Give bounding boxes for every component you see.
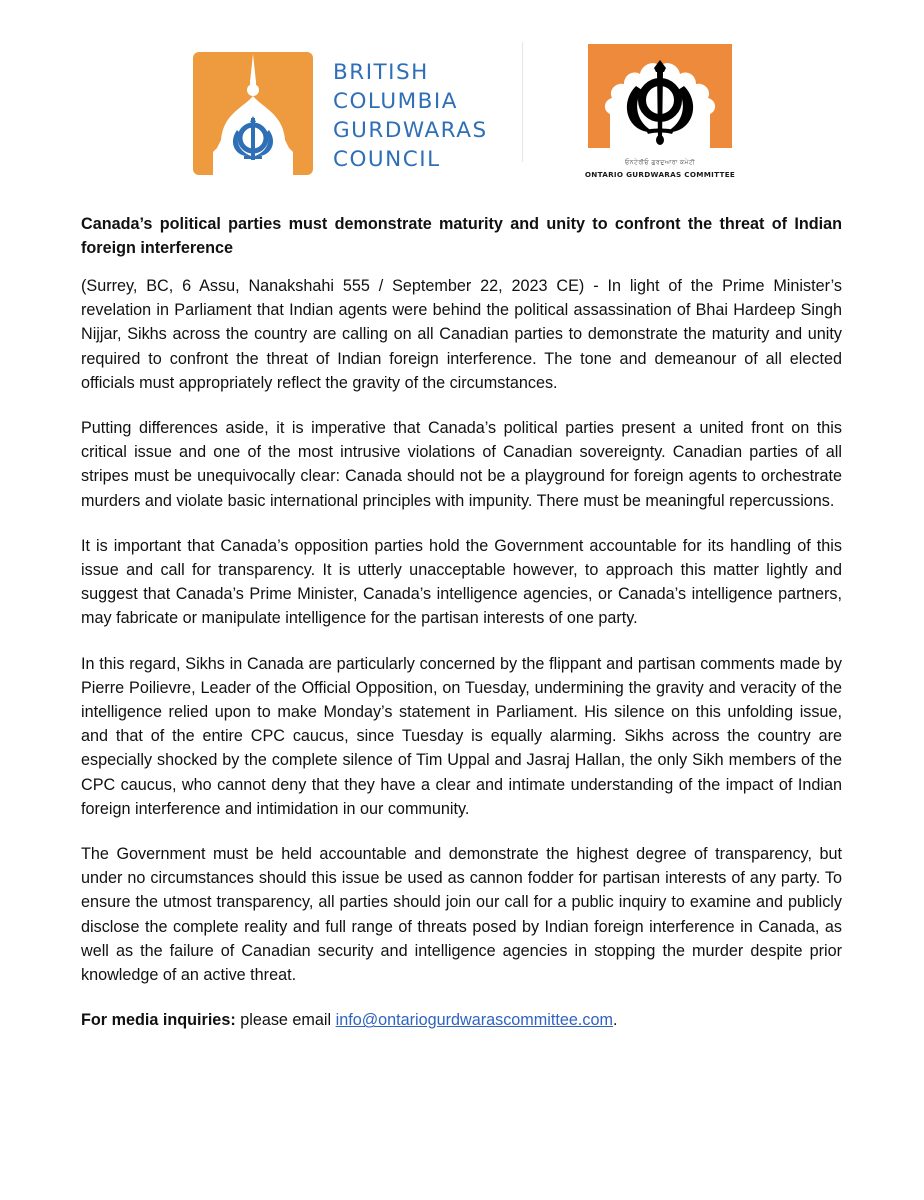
press-release-title: Canada’s political parties must demonstrate maturity and unity to confront the threat of Indian foreign interference [81, 215, 842, 257]
ontario-committee-name: ONTARIO GURDWARAS COMMITTEE [584, 170, 736, 179]
contact-email-link[interactable]: info@ontariogurdwarascommittee.com [335, 1011, 613, 1030]
paragraph: In this regard, Sikhs in Canada are particularly concerned by the flippant and partisan comments made by Pierre Poilievre, Leader of the Official Opposition, on Tuesday, undermining the gravity and veracity of the intelligence relied upon to make Monday’s statement in Parliament. His silence on this unfolding issue, and that of the entire CPC caucus, since Tuesday is equally alarming. Sikhs across the country are especially shocked by the complete silence of Tim Uppal and Jasraj Hallan, the only Sikh members of the CPC caucus, who cannot deny that they have a clear and intimate understanding of the impact of Indian foreign interference and intimidation in our community. [81, 654, 842, 818]
paragraph: Putting differences aside, it is imperative that Canada’s political parties present a united front on this critical issue and one of the most intrusive violations of Canadian sovereignty. Canadian parties of all stripes must be unequivocally clear: Canada should not be a playground for foreign agents to orchestrate murders and violate basic international principles with impunity. There must be meaningful repercussions. [81, 419, 842, 510]
bc-gurdwaras-council-logo [193, 52, 313, 175]
ontario-committee-gurmukhi-name: ਓਨਟੇਰੀਓ ਗੁਰਦੁਆਰਾ ਕਮੇਟੀ [624, 160, 696, 166]
wordmark-line: BRITISH [333, 60, 429, 85]
media-contact [81, 1008, 842, 1032]
wordmark-line: COUNCIL [333, 147, 441, 172]
paragraph: The Government must be held accountable and demonstrate the highest degree of transparency, but under no circumstances should this issue be used as cannon fodder for partisan interests of any party. To ensure the utmost transparency, all parties should join our call for a public inquiry to examine and publicly disclose the complete reality and full range of threats posed by Indian foreign interference in Canada, as well as the failure of Canadian security and intelligence agencies in stopping the murder despite prior knowledge of an active threat. [81, 845, 842, 985]
wordmark-line: GURDWARAS [333, 118, 488, 143]
letterhead [0, 0, 924, 195]
logo-divider [522, 42, 523, 162]
wordmark-line: COLUMBIA [333, 89, 458, 114]
paragraph: It is important that Canada’s opposition parties hold the Government accountable for its handling of this issue and call for transparency. It is utterly unacceptable however, to approach this matter lightly and suggest that Canada’s Prime Minister, Canada’s intelligence agencies, or Canada’s intelligence partners, may fabricate or manipulate intelligence for the partisan interests of one party. [81, 536, 842, 628]
press-release-body [81, 212, 842, 1053]
khanda-dome-icon [193, 52, 313, 175]
bc-gurdwaras-council-wordmark [333, 58, 488, 174]
khanda-icon [588, 44, 732, 148]
ontario-gurdwaras-committee-logo [588, 44, 732, 148]
media-contact-text: please email [235, 1011, 336, 1030]
media-contact-trailing: . [612, 1011, 618, 1030]
paragraph-dateline: (Surrey, BC, 6 Assu, Nanakshahi 555 / September 22, 2023 CE) - In light of the Prime Minister’s revelation in Parliament that Indian agents were behind the political assassination of Bhai Hardeep Singh Nijjar, Sikhs across the country are calling on all Canadian parties to demonstrate the maturity and unity required to confront the threat of Indian foreign interference. The tone and demeanour of all elected officials must appropriately reflect the gravity of the circumstances. [81, 277, 842, 392]
media-contact-label: For media inquiries: [81, 1011, 236, 1030]
